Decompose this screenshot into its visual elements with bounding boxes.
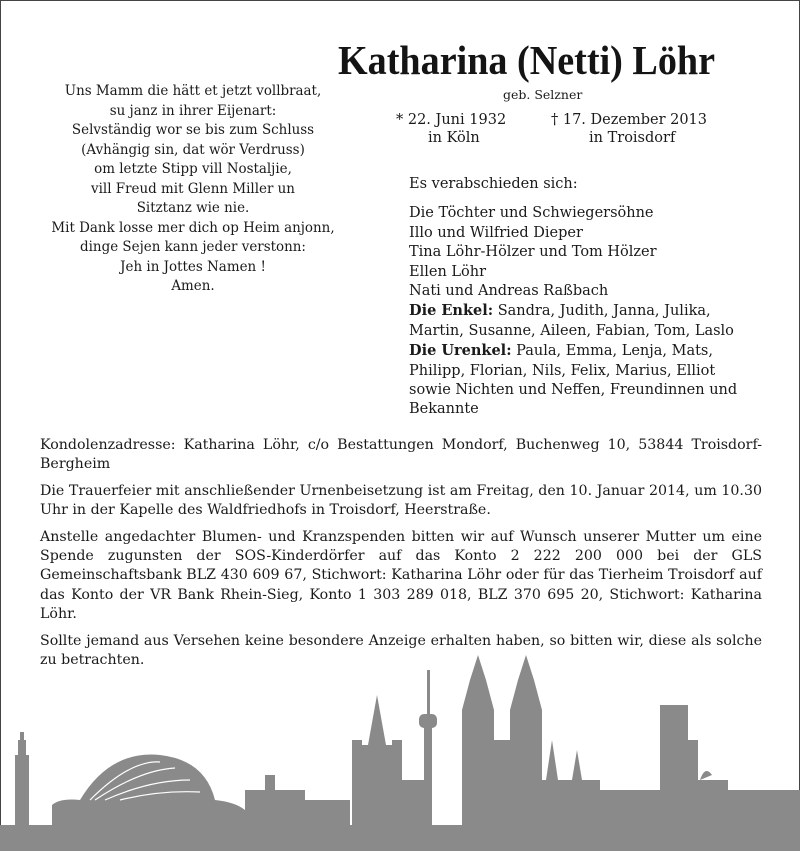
cologne-skyline-illustration — [0, 640, 800, 851]
mourners-list — [409, 175, 754, 420]
great-grandchildren-names: Paula, Emma, Lenja, Mats, Philipp, Florian, Nils, Felix, Marius, Elliot — [409, 343, 716, 379]
poem-line: Selvständig wor se bis zum Schluss — [71, 122, 315, 138]
poem-line: su janz in ihrer Eijenart: — [109, 102, 277, 119]
condolence-address: Kondolenzadresse: Katharina Löhr, c/o Bestattungen Mondorf, Buchenweg 10, 53844 Troisdorf-Bergheim — [40, 437, 762, 473]
great-grandchildren-label: Die Urenkel: — [409, 342, 512, 360]
poem-line: Uns Mamm die hätt et jetzt vollbraat, — [64, 83, 322, 99]
poem-line: dinge Sejen kann jeder verstonn: — [80, 239, 306, 255]
poem — [35, 82, 352, 297]
mourner-line: Illo und Wilfried Dieper — [409, 224, 583, 241]
birth-date: * 22. Juni 1932 — [396, 112, 507, 128]
ceremony-info: Die Trauerfeier mit anschließender Urnenbeisetzung ist am Freitag, den 10. Januar 2014, um 10.30 Uhr in der Kapelle des Waldfriedhofs in Troisdorf, Heerstraße. — [40, 482, 762, 519]
death-date: † 17. Dezember 2013 — [551, 112, 708, 128]
death-place: in Troisdorf — [589, 130, 676, 146]
poem-line: vill Freud mit Glenn Miller un — [91, 180, 295, 197]
birth-place: in Köln — [428, 130, 480, 146]
poem-line: om letzte Stipp vill Nostaljie, — [94, 161, 292, 177]
other-mourners: sowie Nichten und Neffen, Freundinnen und Bekannte — [409, 382, 738, 418]
mourner-line: Nati und Andreas Raßbach — [409, 283, 609, 300]
no-notice-info: Sollte jemand aus Versehen keine besondere Anzeige erhalten haben, so bitten wir, diese als solche zu betrachten. — [40, 632, 762, 669]
poem-line: Jeh in Jottes Namen ! — [120, 258, 266, 275]
great-grandchildren-entry — [409, 341, 754, 381]
grandchildren-entry — [409, 301, 754, 341]
grandchildren-names: Sandra, Judith, Janna, Julika, Martin, Susanne, Aileen, Fabian, Tom, Laslo — [409, 303, 734, 339]
poem-line: Amen. — [171, 278, 215, 294]
grandchildren-label: Die Enkel: — [409, 302, 494, 320]
mourner-line: Die Töchter und Schwiegersöhne — [409, 205, 654, 222]
mourner-line: Ellen Löhr — [409, 263, 487, 280]
mourners-intro: Es verabschieden sich: — [409, 176, 578, 192]
mourner-line: Tina Löhr-Hölzer und Tom Hölzer — [409, 244, 657, 261]
poem-line: Sitztanz wie nie. — [136, 200, 250, 216]
poem-line: (Avhängig sin, dat wör Verdruss) — [81, 141, 305, 158]
skyline-silhouette — [0, 655, 800, 851]
donation-info: Anstelle angedachter Blumen- und Kranzspenden bitten wir auf Wunsch unserer Mutter um eine Spende zugunsten der SOS-Kinderdörfer auf das Konto 2 222 200 000 bei der GLS Gemeinschaftsbank BLZ 430 609 67, Stichwort: Katharina Löhr oder für das Tierheim Troisdorf auf das Konto der VR Bank Rhein-Sieg, Konto 1 303 289 018, BLZ 370 695 20, Stichwort: Katharina Löhr. — [40, 528, 762, 623]
birth-name: geb. Selzner — [503, 87, 583, 102]
deceased-name: Katharina (Netti) Löhr — [338, 37, 716, 83]
poem-line: Mit Dank losse mer dich op Heim anjonn, — [51, 219, 335, 236]
